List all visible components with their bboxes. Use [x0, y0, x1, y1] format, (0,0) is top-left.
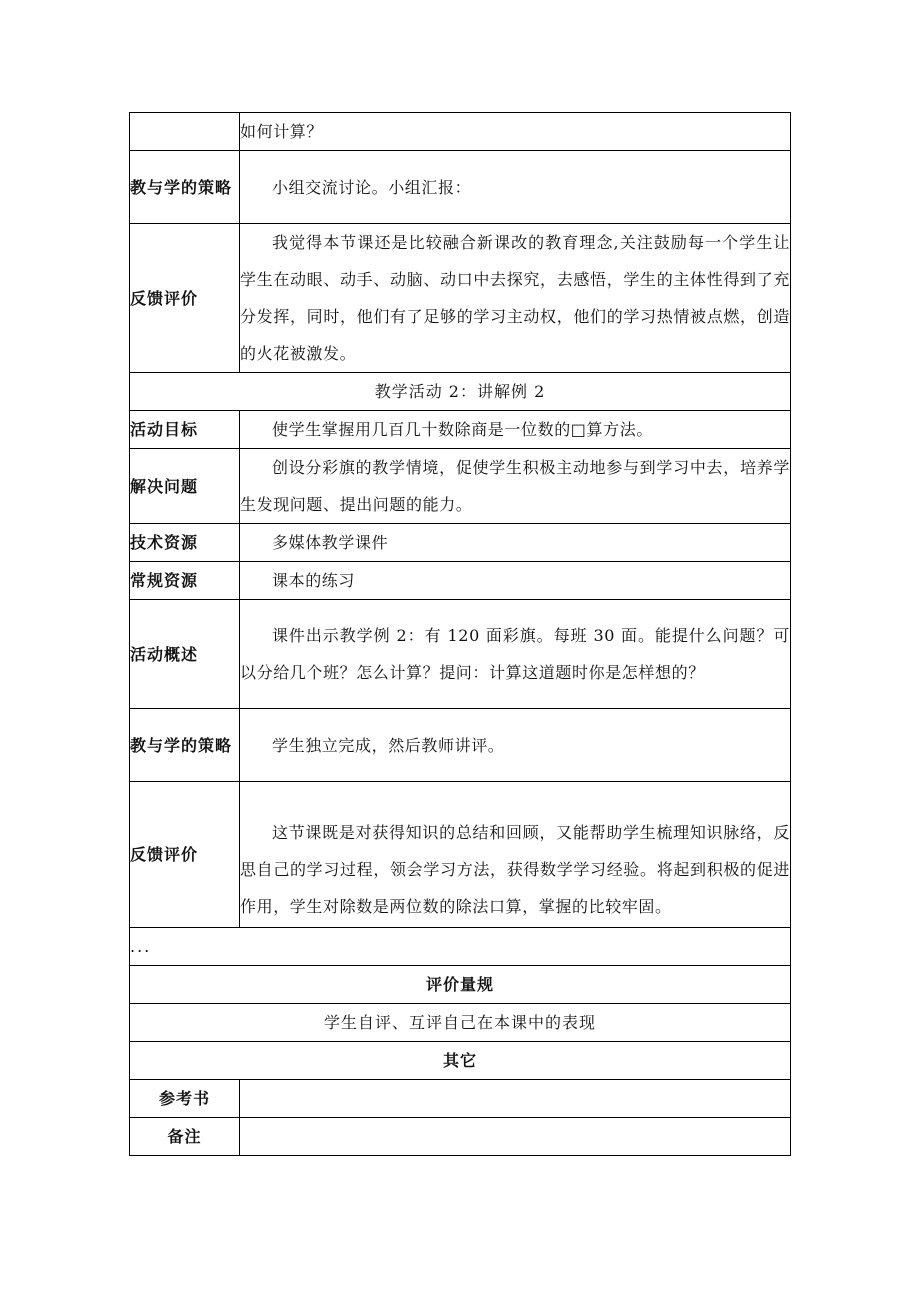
- row-content: [240, 411, 791, 449]
- content-text: 这节课既是对获得知识的总结和回顾，又能帮助学生梳理知识脉络，反思自己的学习过程，领会学习方法，获得数学学习经验。将起到积极的促进作用，学生对除数是两位数的除法口算，掌握的比较牢固。: [240, 823, 790, 916]
- table-row: [130, 600, 791, 709]
- content-text: 创设分彩旗的教学情境，促使学生积极主动地参与到学习中去，培养学生发现问题、提出问题的能力。: [240, 458, 790, 514]
- row-label: 教与学的策略: [130, 709, 240, 782]
- content-text: 小组交流讨论。小组汇报：: [272, 177, 472, 197]
- table-row: [130, 151, 791, 224]
- row-label: 常规资源: [130, 562, 240, 600]
- content-text: 学生独立完成，然后教师讲评。: [272, 735, 505, 755]
- content-text: 课件出示教学例 2：有 120 面彩旗。每班 30 面。能提什么问题？可以分给几个班？怎么计算？提问：计算这道题时你是怎样想的？: [240, 626, 790, 682]
- table-row: [130, 709, 791, 782]
- row-content: [240, 151, 791, 224]
- table-row: [130, 1042, 791, 1080]
- row-content: [240, 524, 791, 562]
- content-text: 使学生掌握用几百几十数除商是一位数的□算方法。: [272, 420, 653, 439]
- row-label: 活动概述: [130, 600, 240, 709]
- table-row: [130, 1004, 791, 1042]
- row-label: 参考书: [130, 1080, 240, 1118]
- row-label: 教与学的策略: [130, 151, 240, 224]
- row-label: 解决问题: [130, 449, 240, 524]
- section-heading: 评价量规: [130, 966, 791, 1004]
- table-row: [130, 449, 791, 524]
- table-row: [130, 782, 791, 928]
- table-row: [130, 224, 791, 373]
- content-text: 多媒体教学课件: [272, 533, 389, 552]
- row-label: [130, 113, 240, 151]
- table-row: [130, 411, 791, 449]
- table-row: [130, 562, 791, 600]
- row-label: 备注: [130, 1118, 240, 1156]
- table-row: [130, 113, 791, 151]
- row-content: [240, 1118, 791, 1156]
- lesson-plan-table: [129, 112, 791, 1156]
- section-heading: 其它: [130, 1042, 791, 1080]
- row-content: [240, 449, 791, 524]
- table-row: [130, 373, 791, 411]
- section-heading: 教学活动 2：讲解例 2: [130, 373, 791, 411]
- row-content: [240, 709, 791, 782]
- row-content: [240, 113, 791, 151]
- row-content: [240, 600, 791, 709]
- content-text: 我觉得本节课还是比较融合新课改的教育理念,关注鼓励每一个学生让学生在动眼、动手、动脑、动口中去探究，去感悟，学生的主体性得到了充分发挥，同时，他们有了足够的学习主动权，他们的学习热情被点燃，创造的火花被激发。: [240, 233, 790, 363]
- row-label: 活动目标: [130, 411, 240, 449]
- row-content: [240, 562, 791, 600]
- section-text: 学生自评、互评自己在本课中的表现: [130, 1004, 791, 1042]
- row-content: [240, 782, 791, 928]
- row-content: [240, 1080, 791, 1118]
- table-row: [130, 928, 791, 966]
- table-row: [130, 524, 791, 562]
- row-content: [240, 224, 791, 373]
- table-row: [130, 1080, 791, 1118]
- content-text: 如何计算？: [240, 122, 324, 141]
- table-row: [130, 966, 791, 1004]
- row-label: 反馈评价: [130, 782, 240, 928]
- content-text: 课本的练习: [272, 571, 356, 590]
- row-label: 技术资源: [130, 524, 240, 562]
- row-label: 反馈评价: [130, 224, 240, 373]
- ellipsis-text: ...: [130, 928, 791, 966]
- table-row: [130, 1118, 791, 1156]
